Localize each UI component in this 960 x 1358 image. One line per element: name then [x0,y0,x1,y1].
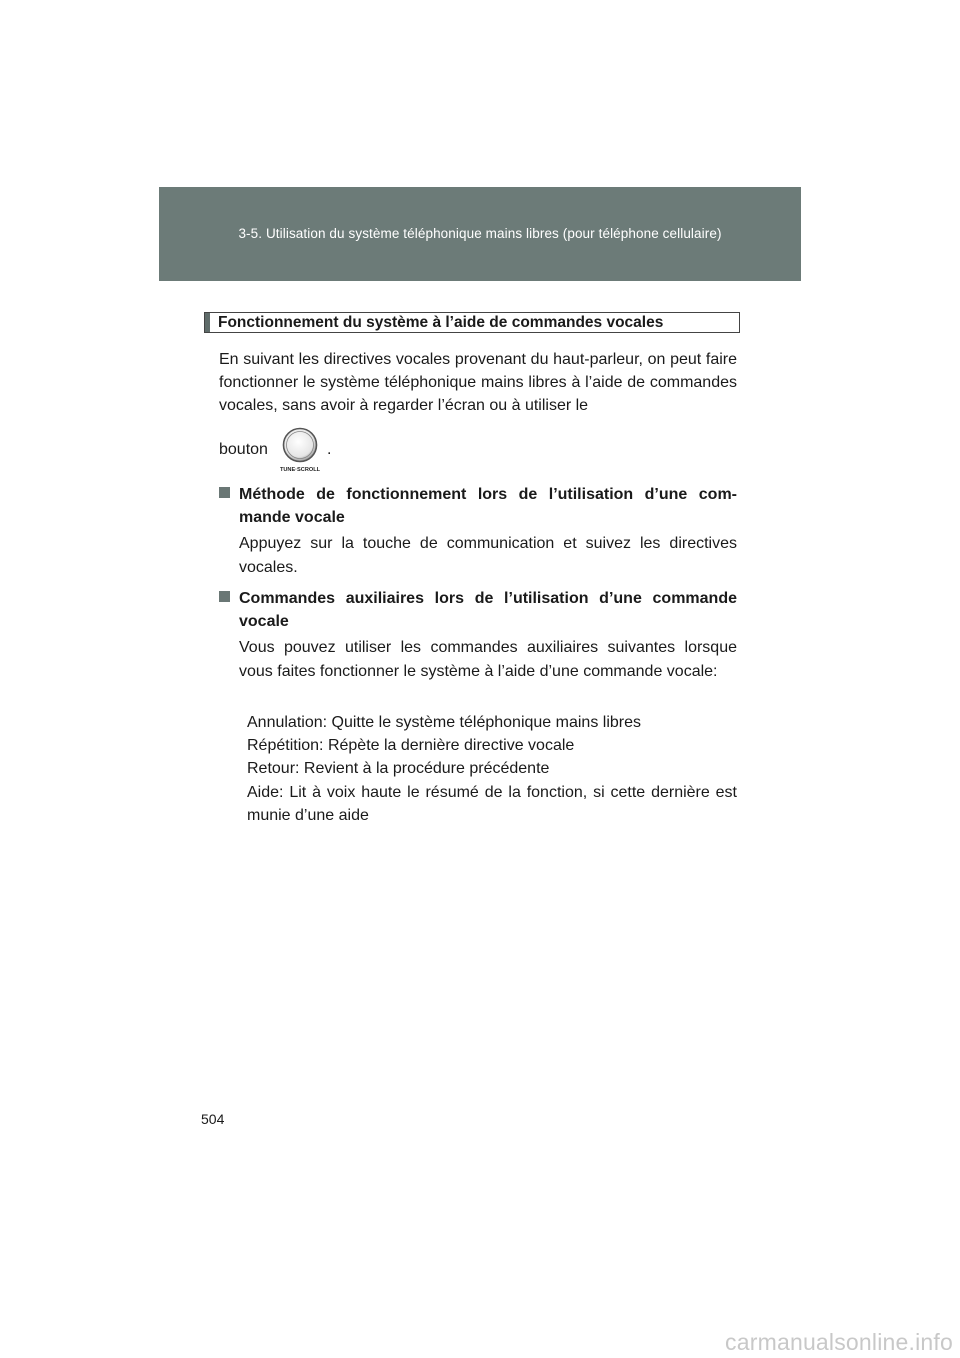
command-repeat: Répétition: Répète la dernière directive vocale [247,737,575,755]
chapter-title: 3-5. Utilisation du système téléphonique mains libres (pour téléphone cellulaire) [238,226,722,241]
bullet-aux-heading: Commandes auxiliaires lors de l’utilisation d’une commande vocale [239,590,737,631]
square-bullet-icon [219,487,230,498]
section-heading-accent-bar [205,313,210,332]
bullet-method-heading: Méthode de fonctionnement lors de l’utilisation d’une com-mande vocale [239,486,737,527]
square-bullet-icon [219,591,230,602]
bullet-aux-commands [219,587,737,683]
bullet-method [219,483,737,579]
bouton-period: . [326,441,332,458]
bouton-line [219,425,331,475]
section-heading-box [204,312,740,333]
bullet-aux-body: Vous pouvez utiliser les commandes auxiliaires suivantes lorsque vous faites fonctionner le système à l’aide d’une commande vocale: [239,639,737,680]
watermark: carmanualsonline.info [725,1329,953,1355]
command-cancel: Annulation: Quitte le système téléphonique mains libres [247,714,641,731]
command-back: Retour: Revient à la procédure précédente [247,760,550,778]
knob-label: TUNE·SCROLL [279,467,320,473]
command-help: Aide: Lit à voix haute le résumé de la fonction, si cette dernière est munie d’une aide [247,783,737,824]
page-number: 504 [201,1111,225,1127]
chapter-header-band [159,187,801,281]
section-title: Fonctionnement du système à l’aide de commandes vocales [218,314,664,331]
bullet-method-body: Appuyez sur la touche de communication et suivez les directives vocales. [239,535,737,576]
aux-command-list [247,711,737,827]
bouton-word: bouton [219,441,268,458]
tune-scroll-knob-icon [280,427,320,473]
intro-paragraph: En suivant les directives vocales provenant du haut-parleur, on peut faire fonctionner le système téléphonique mains libres à l’aide de commandes vocales, sans avoir à regarder l’écran ou à utiliser le [219,351,737,415]
